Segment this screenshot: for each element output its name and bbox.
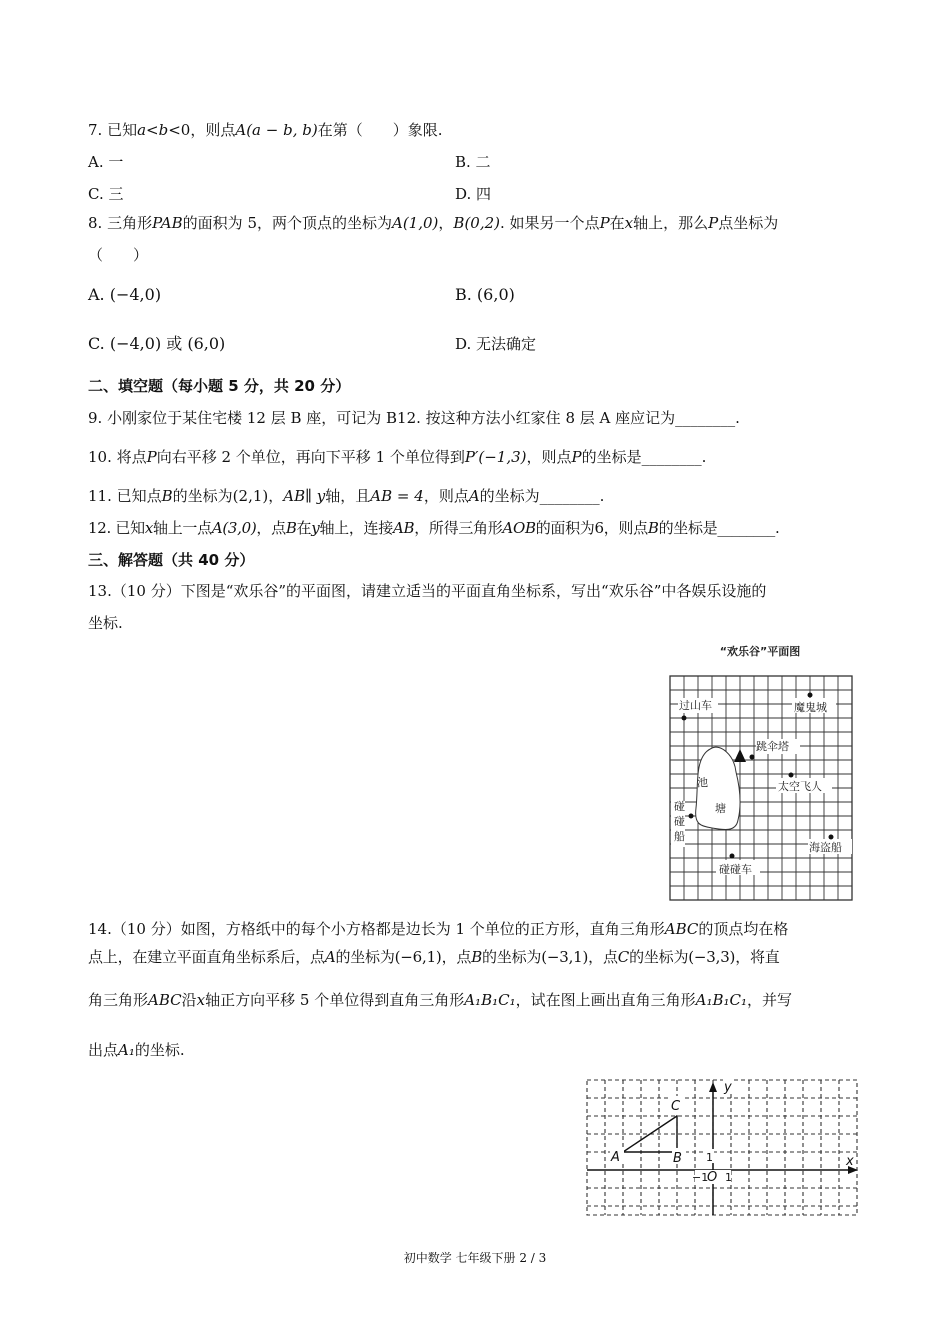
spaceship-point — [789, 773, 794, 778]
q14-l2-t2: 的坐标为 — [335, 948, 395, 966]
q11-t1: 11. 已知点 — [88, 487, 162, 505]
q11-t2: 的坐标为 — [172, 487, 233, 505]
coaster-label: 过山车 — [679, 699, 712, 712]
q14-l1-t2: 的顶点均在格 — [698, 920, 789, 938]
page-footer: 初中数学 七年级下册 2 / 3 — [403, 1251, 547, 1265]
q7-option-c: C. 三 — [88, 185, 124, 203]
q7-lt: < — [146, 121, 159, 139]
parachute-point — [750, 755, 755, 760]
q12-t7: 的面积为6，则点 — [535, 519, 648, 537]
bumper-car-label: 碰碰车 — [719, 863, 752, 876]
q8-t6: 轴上，那么 — [633, 214, 709, 232]
q8-p2: P — [708, 214, 719, 232]
spaceship-label: 太空飞人 — [778, 780, 822, 793]
q14-l1-t1: 14.（10 分）如图，方格纸中的每个小方格都是边长为 1 个单位的正方形，直角三角形 — [88, 920, 665, 938]
q14-l3-t5: ，并写 — [746, 991, 792, 1009]
q12 — [88, 518, 779, 538]
parachute-label: 跳伞塔 — [756, 740, 789, 753]
q14-l2-t6: 的坐标为 — [629, 948, 689, 966]
q12-ab: AB — [392, 519, 415, 537]
q14-l3-x: x — [196, 991, 206, 1009]
happy-valley-map — [660, 638, 860, 904]
q8-option-b: B. (6,0) — [455, 285, 515, 304]
map-title: “欢乐谷”平面图 — [719, 645, 801, 658]
y-axis-arrow — [709, 1082, 717, 1092]
point-b-label: B — [673, 1151, 682, 1166]
q8-x: x — [624, 214, 634, 232]
q12-t8: 的坐标是________. — [658, 519, 780, 537]
q12-t4: 在 — [296, 519, 312, 537]
q14-l2-t1: 点上，在建立平面直角坐标系后，点 — [88, 948, 325, 966]
q11-b: B — [161, 487, 173, 505]
bumper-car-point — [730, 854, 735, 859]
q8-t7: 点坐标为 — [718, 214, 779, 232]
q7-stem — [88, 120, 442, 140]
q14-l3-t2: 沿 — [181, 991, 197, 1009]
q7-option-d: D. 四 — [455, 185, 492, 203]
q12-b: B — [285, 519, 297, 537]
q14-l4-a1: A₁ — [118, 1041, 135, 1059]
q8-option-a: A. (−4,0) — [88, 285, 162, 304]
q14-l3-t4: ，试在图上画出直角三角形 — [515, 991, 696, 1009]
q7-text2: <0，则点 — [168, 121, 236, 139]
q14-l2-t5: ，点 — [588, 948, 618, 966]
bumper-boat-label-1: 碰 — [674, 800, 685, 813]
bumper-boat-label-3: 船 — [674, 830, 685, 843]
q7-point: A(a − b, b) — [235, 121, 318, 139]
x-axis-label: x — [846, 1154, 854, 1169]
q11-parallel: AB∥ y — [283, 487, 326, 505]
q9: 9. 小刚家位于某住宅楼 12 层 B 座，可记为 B12. 按这种方法小红家住 8 层 A 座应记为________. — [88, 409, 740, 427]
q14-l4-t2: 的坐标. — [134, 1041, 185, 1059]
q7-option-b: B. 二 — [455, 153, 491, 171]
dashed-grid — [587, 1080, 857, 1215]
bumper-boat-label-2: 碰 — [674, 815, 685, 828]
pond-label-1: 池 — [697, 776, 708, 789]
pirate-label: 海盗船 — [809, 841, 842, 854]
q14-line4 — [88, 1040, 185, 1060]
q11-t5: ，则点 — [423, 487, 469, 505]
q8-p1: P — [599, 214, 610, 232]
q8-pab: PAB — [152, 214, 183, 232]
q7-var-b: b — [158, 121, 169, 139]
q14-l3-a1b1c1: A₁B₁C₁ — [464, 991, 516, 1009]
q12-x: x — [144, 519, 153, 537]
haunted-label: 魔鬼城 — [794, 701, 827, 714]
q12-t3: ，点 — [256, 519, 286, 537]
q11-t4: 轴，且 — [325, 487, 371, 505]
q10-p: P — [146, 448, 157, 466]
q8-stem — [88, 213, 778, 233]
q14-abc: ABC — [664, 920, 699, 938]
point-c-label: C — [671, 1099, 681, 1114]
q7-text3: 在第（ ）象限. — [317, 121, 443, 139]
q11 — [88, 486, 604, 506]
q14-l2-t7: ，将直 — [735, 948, 780, 966]
q11-coord: (2,1) — [232, 487, 269, 505]
q12-t6: ，所得三角形 — [414, 519, 503, 537]
q8-t2: 的面积为 5，两个顶点的坐标为 — [182, 214, 392, 232]
coaster-point — [682, 716, 687, 721]
q14-line1 — [88, 919, 788, 939]
q7-var-a: a — [137, 121, 147, 139]
grid-labels — [610, 1078, 854, 1185]
q14-line3 — [88, 990, 792, 1010]
q14-l3-t1: 角三角形 — [88, 991, 149, 1009]
q14-l2-t3: ，点 — [441, 948, 472, 966]
q8-t5: 在 — [609, 214, 625, 232]
q12-aob: AOB — [502, 519, 536, 537]
y-axis-label: y — [724, 1080, 732, 1095]
q13-line1: 13.（10 分）下图是“欢乐谷”的平面图，请建立适当的平面直角坐标系，写出“欢乐谷”中各娱乐设施的 — [88, 582, 767, 600]
q14-l2-coord-a: (−6,1) — [394, 948, 442, 966]
q12-t1: 12. 已知 — [88, 519, 145, 537]
q14-l2-b: B — [471, 948, 483, 966]
point-a-label: A — [611, 1150, 620, 1165]
q8-b: B(0,2) — [453, 214, 501, 232]
q11-t6: 的坐标为________. — [479, 487, 605, 505]
coordinate-grid-figure — [580, 1072, 862, 1224]
x-unit-label: 1 — [725, 1171, 732, 1184]
q14-l3-abc: ABC — [148, 991, 182, 1009]
y-unit-label: 1 — [706, 1151, 713, 1164]
q8-option-d: D. 无法确定 — [455, 335, 537, 353]
origin-label: O — [707, 1170, 718, 1185]
q12-t2: 轴上一点 — [153, 519, 212, 537]
q12-b2: B — [647, 519, 659, 537]
q11-len: AB = 4 — [370, 487, 424, 505]
section-solutions: 三、解答题（共 40 分） — [88, 551, 255, 569]
q12-y: y — [311, 519, 320, 537]
q7-text: 7. 已知 — [88, 121, 138, 139]
parachute-tower-icon — [734, 749, 746, 762]
q8-t4: . 如果另一个点 — [500, 214, 600, 232]
q8-a: A(1,0) — [392, 214, 439, 232]
q14-l3-a1b1c1-2: A₁B₁C₁ — [695, 991, 747, 1009]
q8-option-c: C. (−4,0) 或 (6,0) — [88, 334, 226, 353]
q11-t3: ， — [268, 487, 284, 505]
pirate-point — [829, 835, 834, 840]
q7-option-a: A. 一 — [88, 153, 124, 171]
neg-one-label: −1 — [692, 1171, 709, 1184]
q12-t5: 轴上，连接 — [319, 519, 393, 537]
q13-line2: 坐标. — [88, 614, 123, 632]
q11-a: A — [468, 487, 480, 505]
q14-l2-coord-b: (−3,1) — [541, 948, 589, 966]
q14-line2 — [88, 947, 780, 967]
q10 — [88, 447, 706, 467]
pond-label-2: 塘 — [715, 802, 726, 815]
q8-t1: 8. 三角形 — [88, 214, 153, 232]
q10-t4: 的坐标是________. — [581, 448, 707, 466]
q14-l2-c: C — [617, 948, 630, 966]
haunted-point — [808, 693, 813, 698]
q8-paren: （ ） — [88, 246, 149, 264]
q14-l2-t4: 的坐标为 — [482, 948, 542, 966]
q14-l2-a: A — [324, 948, 336, 966]
q10-p2: P — [571, 448, 582, 466]
q14-l3-t3: 轴正方向平移 5 个单位得到直角三角形 — [205, 991, 465, 1009]
bumper-boat-point — [689, 814, 694, 819]
q12-a: A(3,0) — [211, 519, 257, 537]
q14-l2-coord-c: (−3,3) — [688, 948, 736, 966]
q10-t2: 向右平移 2 个单位，再向下平移 1 个单位得到 — [156, 448, 465, 466]
section-fill-in: 二、填空题（每小题 5 分，共 20 分） — [88, 377, 351, 395]
q10-t1: 10. 将点 — [88, 448, 147, 466]
q10-pprime: P′(−1,3) — [464, 448, 527, 466]
q8-t3: ， — [438, 214, 454, 232]
q14-l4-t1: 出点 — [88, 1041, 119, 1059]
q10-t3: ，则点 — [526, 448, 572, 466]
